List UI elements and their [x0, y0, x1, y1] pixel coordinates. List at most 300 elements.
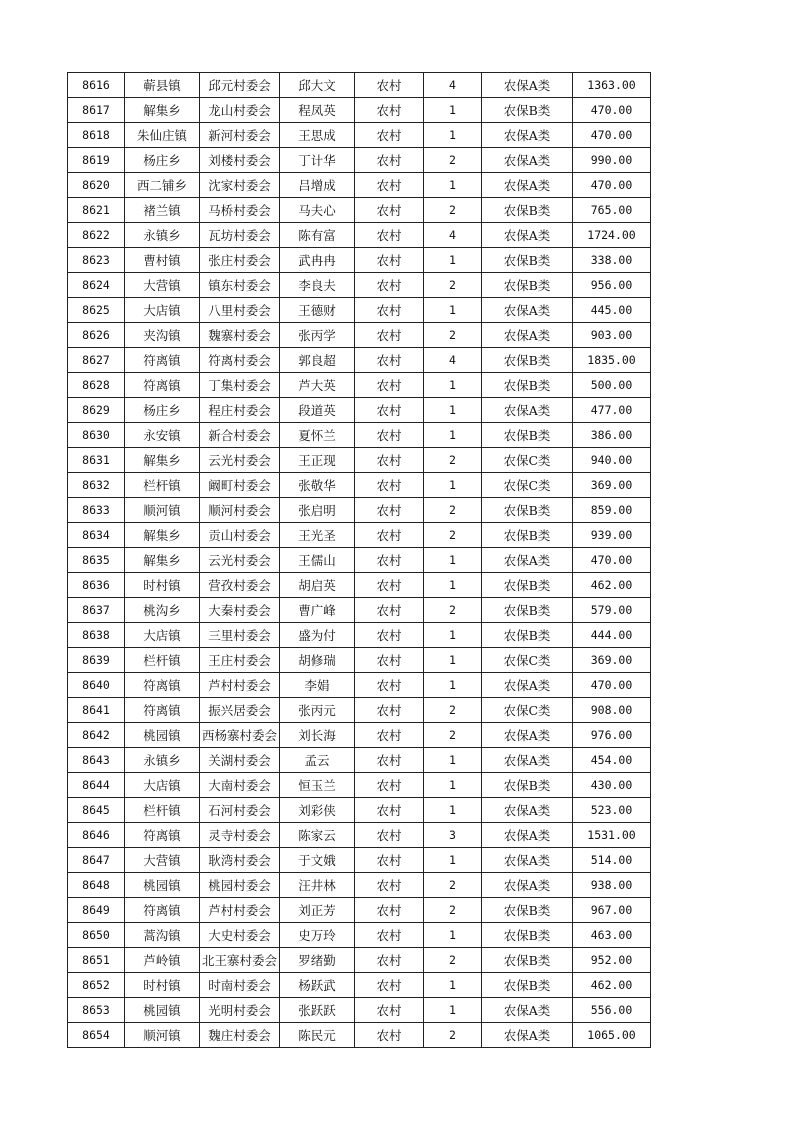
- village-committee-cell: 西杨寨村委会: [200, 723, 280, 748]
- household-type-cell: 农村: [355, 798, 424, 823]
- person-count-cell: 1: [424, 973, 482, 998]
- record-number-cell: 8637: [68, 598, 125, 623]
- village-committee-cell: 沈家村委会: [200, 173, 280, 198]
- record-number-cell: 8627: [68, 348, 125, 373]
- table-row: [68, 323, 651, 348]
- village-committee-cell: 耿湾村委会: [200, 848, 280, 873]
- name-cell: 曹广峰: [280, 598, 355, 623]
- town-cell: 时村镇: [125, 973, 200, 998]
- name-cell: 程凤英: [280, 98, 355, 123]
- household-type-cell: 农村: [355, 698, 424, 723]
- town-cell: 杨庄乡: [125, 148, 200, 173]
- amount-cell: 369.00: [573, 473, 651, 498]
- name-cell: 刘正芳: [280, 898, 355, 923]
- village-committee-cell: 时南村委会: [200, 973, 280, 998]
- person-count-cell: 1: [424, 573, 482, 598]
- town-cell: 曹村镇: [125, 248, 200, 273]
- record-number-cell: 8636: [68, 573, 125, 598]
- table-row: [68, 598, 651, 623]
- table-row: [68, 548, 651, 573]
- household-type-cell: 农村: [355, 848, 424, 873]
- insurance-category-cell: 农保C类: [482, 648, 573, 673]
- village-committee-cell: 八里村委会: [200, 298, 280, 323]
- amount-cell: 500.00: [573, 373, 651, 398]
- insurance-category-cell: 农保B类: [482, 598, 573, 623]
- household-type-cell: 农村: [355, 948, 424, 973]
- person-count-cell: 1: [424, 173, 482, 198]
- insurance-category-cell: 农保B类: [482, 773, 573, 798]
- household-type-cell: 农村: [355, 773, 424, 798]
- record-number-cell: 8652: [68, 973, 125, 998]
- record-number-cell: 8633: [68, 498, 125, 523]
- record-number-cell: 8623: [68, 248, 125, 273]
- name-cell: 武冉冉: [280, 248, 355, 273]
- insurance-category-cell: 农保B类: [482, 923, 573, 948]
- amount-cell: 463.00: [573, 923, 651, 948]
- amount-cell: 470.00: [573, 98, 651, 123]
- town-cell: 永镇乡: [125, 223, 200, 248]
- person-count-cell: 2: [424, 448, 482, 473]
- name-cell: 孟云: [280, 748, 355, 773]
- amount-cell: 523.00: [573, 798, 651, 823]
- household-type-cell: 农村: [355, 973, 424, 998]
- record-number-cell: 8625: [68, 298, 125, 323]
- town-cell: 栏杆镇: [125, 473, 200, 498]
- person-count-cell: 2: [424, 598, 482, 623]
- table-row: [68, 123, 651, 148]
- name-cell: 夏怀兰: [280, 423, 355, 448]
- person-count-cell: 1: [424, 748, 482, 773]
- insurance-category-cell: 农保B类: [482, 348, 573, 373]
- table-row: [68, 223, 651, 248]
- name-cell: 李娟: [280, 673, 355, 698]
- table-row: [68, 523, 651, 548]
- insurance-category-cell: 农保B类: [482, 198, 573, 223]
- amount-cell: 430.00: [573, 773, 651, 798]
- insurance-category-cell: 农保A类: [482, 823, 573, 848]
- town-cell: 符离镇: [125, 348, 200, 373]
- town-cell: 桃园镇: [125, 873, 200, 898]
- table-row: [68, 898, 651, 923]
- insurance-category-cell: 农保B类: [482, 573, 573, 598]
- person-count-cell: 1: [424, 998, 482, 1023]
- person-count-cell: 1: [424, 473, 482, 498]
- name-cell: 芦大英: [280, 373, 355, 398]
- village-committee-cell: 大秦村委会: [200, 598, 280, 623]
- household-type-cell: 农村: [355, 98, 424, 123]
- name-cell: 胡修瑞: [280, 648, 355, 673]
- village-committee-cell: 灵寺村委会: [200, 823, 280, 848]
- name-cell: 郭良超: [280, 348, 355, 373]
- insurance-category-cell: 农保C类: [482, 698, 573, 723]
- household-type-cell: 农村: [355, 673, 424, 698]
- record-number-cell: 8645: [68, 798, 125, 823]
- person-count-cell: 1: [424, 398, 482, 423]
- amount-cell: 1724.00: [573, 223, 651, 248]
- person-count-cell: 3: [424, 823, 482, 848]
- record-number-cell: 8628: [68, 373, 125, 398]
- village-committee-cell: 刘楼村委会: [200, 148, 280, 173]
- village-committee-cell: 新合村委会: [200, 423, 280, 448]
- record-number-cell: 8647: [68, 848, 125, 873]
- name-cell: 张丙元: [280, 698, 355, 723]
- town-cell: 符离镇: [125, 898, 200, 923]
- household-type-cell: 农村: [355, 573, 424, 598]
- name-cell: 张启明: [280, 498, 355, 523]
- amount-cell: 939.00: [573, 523, 651, 548]
- record-number-cell: 8646: [68, 823, 125, 848]
- town-cell: 大店镇: [125, 623, 200, 648]
- insurance-category-cell: 农保A类: [482, 723, 573, 748]
- insurance-category-cell: 农保A类: [482, 173, 573, 198]
- person-count-cell: 2: [424, 873, 482, 898]
- table-row: [68, 348, 651, 373]
- amount-cell: 1363.00: [573, 73, 651, 98]
- name-cell: 陈民元: [280, 1023, 355, 1048]
- insurance-category-cell: 农保B类: [482, 373, 573, 398]
- table-row: [68, 398, 651, 423]
- person-count-cell: 2: [424, 323, 482, 348]
- table-row: [68, 448, 651, 473]
- village-committee-cell: 云光村委会: [200, 548, 280, 573]
- insurance-category-cell: 农保A类: [482, 123, 573, 148]
- name-cell: 丁计华: [280, 148, 355, 173]
- household-type-cell: 农村: [355, 873, 424, 898]
- name-cell: 陈家云: [280, 823, 355, 848]
- household-type-cell: 农村: [355, 1023, 424, 1048]
- name-cell: 陈有富: [280, 223, 355, 248]
- insurance-category-cell: 农保A类: [482, 848, 573, 873]
- table-row: [68, 623, 651, 648]
- amount-cell: 956.00: [573, 273, 651, 298]
- name-cell: 张丙学: [280, 323, 355, 348]
- record-number-cell: 8650: [68, 923, 125, 948]
- record-number-cell: 8631: [68, 448, 125, 473]
- town-cell: 蒿沟镇: [125, 923, 200, 948]
- insurance-category-cell: 农保A类: [482, 398, 573, 423]
- town-cell: 符离镇: [125, 823, 200, 848]
- person-count-cell: 2: [424, 273, 482, 298]
- record-number-cell: 8641: [68, 698, 125, 723]
- village-committee-cell: 振兴居委会: [200, 698, 280, 723]
- table-row: [68, 498, 651, 523]
- amount-cell: 470.00: [573, 123, 651, 148]
- household-type-cell: 农村: [355, 223, 424, 248]
- insurance-category-cell: 农保C类: [482, 473, 573, 498]
- town-cell: 桃园镇: [125, 723, 200, 748]
- household-type-cell: 农村: [355, 323, 424, 348]
- insurance-category-cell: 农保A类: [482, 298, 573, 323]
- table-row: [68, 1023, 651, 1048]
- insurance-category-cell: 农保A类: [482, 1023, 573, 1048]
- amount-cell: 940.00: [573, 448, 651, 473]
- household-type-cell: 农村: [355, 623, 424, 648]
- amount-cell: 444.00: [573, 623, 651, 648]
- roster-table: [67, 72, 651, 1048]
- person-count-cell: 4: [424, 73, 482, 98]
- town-cell: 大店镇: [125, 773, 200, 798]
- person-count-cell: 1: [424, 848, 482, 873]
- table-body: [68, 73, 651, 1048]
- person-count-cell: 2: [424, 523, 482, 548]
- amount-cell: 445.00: [573, 298, 651, 323]
- table-row: [68, 698, 651, 723]
- town-cell: 顺河镇: [125, 1023, 200, 1048]
- village-committee-cell: 贡山村委会: [200, 523, 280, 548]
- record-number-cell: 8640: [68, 673, 125, 698]
- household-type-cell: 农村: [355, 198, 424, 223]
- village-committee-cell: 桃园村委会: [200, 873, 280, 898]
- town-cell: 解集乡: [125, 548, 200, 573]
- amount-cell: 859.00: [573, 498, 651, 523]
- person-count-cell: 1: [424, 773, 482, 798]
- amount-cell: 903.00: [573, 323, 651, 348]
- household-type-cell: 农村: [355, 473, 424, 498]
- amount-cell: 470.00: [573, 173, 651, 198]
- amount-cell: 1531.00: [573, 823, 651, 848]
- town-cell: 符离镇: [125, 698, 200, 723]
- person-count-cell: 2: [424, 698, 482, 723]
- amount-cell: 462.00: [573, 973, 651, 998]
- record-number-cell: 8638: [68, 623, 125, 648]
- table-row: [68, 948, 651, 973]
- household-type-cell: 农村: [355, 723, 424, 748]
- household-type-cell: 农村: [355, 173, 424, 198]
- village-committee-cell: 马桥村委会: [200, 198, 280, 223]
- amount-cell: 976.00: [573, 723, 651, 748]
- table-row: [68, 148, 651, 173]
- record-number-cell: 8635: [68, 548, 125, 573]
- household-type-cell: 农村: [355, 448, 424, 473]
- village-committee-cell: 丁集村委会: [200, 373, 280, 398]
- household-type-cell: 农村: [355, 598, 424, 623]
- village-committee-cell: 张庄村委会: [200, 248, 280, 273]
- village-committee-cell: 阚町村委会: [200, 473, 280, 498]
- record-number-cell: 8643: [68, 748, 125, 773]
- amount-cell: 386.00: [573, 423, 651, 448]
- household-type-cell: 农村: [355, 498, 424, 523]
- table-row: [68, 423, 651, 448]
- record-number-cell: 8651: [68, 948, 125, 973]
- person-count-cell: 1: [424, 623, 482, 648]
- record-number-cell: 8632: [68, 473, 125, 498]
- name-cell: 王德财: [280, 298, 355, 323]
- village-committee-cell: 镇东村委会: [200, 273, 280, 298]
- town-cell: 褚兰镇: [125, 198, 200, 223]
- amount-cell: 514.00: [573, 848, 651, 873]
- village-committee-cell: 营孜村委会: [200, 573, 280, 598]
- amount-cell: 477.00: [573, 398, 651, 423]
- name-cell: 刘彩侠: [280, 798, 355, 823]
- town-cell: 西二铺乡: [125, 173, 200, 198]
- insurance-category-cell: 农保A类: [482, 798, 573, 823]
- record-number-cell: 8639: [68, 648, 125, 673]
- name-cell: 王儒山: [280, 548, 355, 573]
- amount-cell: 462.00: [573, 573, 651, 598]
- amount-cell: 952.00: [573, 948, 651, 973]
- name-cell: 张敬华: [280, 473, 355, 498]
- town-cell: 夹沟镇: [125, 323, 200, 348]
- insurance-category-cell: 农保A类: [482, 73, 573, 98]
- person-count-cell: 1: [424, 673, 482, 698]
- person-count-cell: 2: [424, 148, 482, 173]
- household-type-cell: 农村: [355, 648, 424, 673]
- town-cell: 大营镇: [125, 848, 200, 873]
- household-type-cell: 农村: [355, 273, 424, 298]
- person-count-cell: 1: [424, 423, 482, 448]
- name-cell: 杨跃武: [280, 973, 355, 998]
- village-committee-cell: 王庄村委会: [200, 648, 280, 673]
- town-cell: 符离镇: [125, 373, 200, 398]
- town-cell: 栏杆镇: [125, 798, 200, 823]
- table-row: [68, 798, 651, 823]
- household-type-cell: 农村: [355, 398, 424, 423]
- amount-cell: 938.00: [573, 873, 651, 898]
- village-committee-cell: 程庄村委会: [200, 398, 280, 423]
- insurance-category-cell: 农保B类: [482, 248, 573, 273]
- household-type-cell: 农村: [355, 548, 424, 573]
- insurance-category-cell: 农保A类: [482, 998, 573, 1023]
- household-type-cell: 农村: [355, 923, 424, 948]
- town-cell: 解集乡: [125, 523, 200, 548]
- name-cell: 吕增成: [280, 173, 355, 198]
- table-row: [68, 98, 651, 123]
- table-row: [68, 273, 651, 298]
- record-number-cell: 8642: [68, 723, 125, 748]
- household-type-cell: 农村: [355, 148, 424, 173]
- person-count-cell: 1: [424, 123, 482, 148]
- village-committee-cell: 云光村委会: [200, 448, 280, 473]
- name-cell: 胡启英: [280, 573, 355, 598]
- person-count-cell: 1: [424, 648, 482, 673]
- name-cell: 汪井林: [280, 873, 355, 898]
- insurance-category-cell: 农保B类: [482, 423, 573, 448]
- household-type-cell: 农村: [355, 248, 424, 273]
- table-row: [68, 173, 651, 198]
- person-count-cell: 2: [424, 948, 482, 973]
- name-cell: 段道英: [280, 398, 355, 423]
- record-number-cell: 8626: [68, 323, 125, 348]
- name-cell: 盛为付: [280, 623, 355, 648]
- town-cell: 解集乡: [125, 448, 200, 473]
- record-number-cell: 8649: [68, 898, 125, 923]
- name-cell: 邱大文: [280, 73, 355, 98]
- household-type-cell: 农村: [355, 823, 424, 848]
- table-row: [68, 673, 651, 698]
- town-cell: 永安镇: [125, 423, 200, 448]
- name-cell: 马夫心: [280, 198, 355, 223]
- town-cell: 栏杆镇: [125, 648, 200, 673]
- village-committee-cell: 瓦坊村委会: [200, 223, 280, 248]
- insurance-category-cell: 农保A类: [482, 873, 573, 898]
- amount-cell: 765.00: [573, 198, 651, 223]
- table-row: [68, 198, 651, 223]
- insurance-category-cell: 农保A类: [482, 748, 573, 773]
- record-number-cell: 8629: [68, 398, 125, 423]
- record-number-cell: 8648: [68, 873, 125, 898]
- household-type-cell: 农村: [355, 298, 424, 323]
- amount-cell: 967.00: [573, 898, 651, 923]
- amount-cell: 556.00: [573, 998, 651, 1023]
- town-cell: 顺河镇: [125, 498, 200, 523]
- person-count-cell: 1: [424, 373, 482, 398]
- village-committee-cell: 邱元村委会: [200, 73, 280, 98]
- village-committee-cell: 光明村委会: [200, 998, 280, 1023]
- person-count-cell: 1: [424, 923, 482, 948]
- household-type-cell: 农村: [355, 348, 424, 373]
- record-number-cell: 8619: [68, 148, 125, 173]
- amount-cell: 454.00: [573, 748, 651, 773]
- table-row: [68, 973, 651, 998]
- town-cell: 杨庄乡: [125, 398, 200, 423]
- record-number-cell: 8621: [68, 198, 125, 223]
- household-type-cell: 农村: [355, 73, 424, 98]
- insurance-category-cell: 农保B类: [482, 898, 573, 923]
- village-committee-cell: 魏庄村委会: [200, 1023, 280, 1048]
- village-committee-cell: 三里村委会: [200, 623, 280, 648]
- insurance-category-cell: 农保A类: [482, 223, 573, 248]
- name-cell: 张跃跃: [280, 998, 355, 1023]
- table-row: [68, 873, 651, 898]
- insurance-category-cell: 农保B类: [482, 973, 573, 998]
- person-count-cell: 4: [424, 223, 482, 248]
- amount-cell: 470.00: [573, 673, 651, 698]
- insurance-category-cell: 农保A类: [482, 148, 573, 173]
- name-cell: 刘长海: [280, 723, 355, 748]
- record-number-cell: 8634: [68, 523, 125, 548]
- table-row: [68, 373, 651, 398]
- insurance-category-cell: 农保A类: [482, 548, 573, 573]
- name-cell: 王正现: [280, 448, 355, 473]
- village-committee-cell: 新河村委会: [200, 123, 280, 148]
- table-row: [68, 573, 651, 598]
- village-committee-cell: 大史村委会: [200, 923, 280, 948]
- insurance-category-cell: 农保A类: [482, 323, 573, 348]
- name-cell: 罗绪勤: [280, 948, 355, 973]
- town-cell: 时村镇: [125, 573, 200, 598]
- name-cell: 于文娥: [280, 848, 355, 873]
- table-row: [68, 73, 651, 98]
- record-number-cell: 8644: [68, 773, 125, 798]
- insurance-category-cell: 农保C类: [482, 448, 573, 473]
- amount-cell: 1835.00: [573, 348, 651, 373]
- table-row: [68, 723, 651, 748]
- amount-cell: 990.00: [573, 148, 651, 173]
- person-count-cell: 1: [424, 248, 482, 273]
- table-row: [68, 823, 651, 848]
- insurance-category-cell: 农保B类: [482, 98, 573, 123]
- village-committee-cell: 龙山村委会: [200, 98, 280, 123]
- household-type-cell: 农村: [355, 373, 424, 398]
- insurance-category-cell: 农保B类: [482, 623, 573, 648]
- village-committee-cell: 符离村委会: [200, 348, 280, 373]
- insurance-category-cell: 农保A类: [482, 673, 573, 698]
- amount-cell: 338.00: [573, 248, 651, 273]
- record-number-cell: 8618: [68, 123, 125, 148]
- table-row: [68, 473, 651, 498]
- village-committee-cell: 关湖村委会: [200, 748, 280, 773]
- village-committee-cell: 魏寨村委会: [200, 323, 280, 348]
- person-count-cell: 2: [424, 723, 482, 748]
- insurance-category-cell: 农保B类: [482, 498, 573, 523]
- table-row: [68, 648, 651, 673]
- table-row: [68, 248, 651, 273]
- table-row: [68, 298, 651, 323]
- person-count-cell: 1: [424, 98, 482, 123]
- person-count-cell: 1: [424, 798, 482, 823]
- record-number-cell: 8617: [68, 98, 125, 123]
- name-cell: 王光圣: [280, 523, 355, 548]
